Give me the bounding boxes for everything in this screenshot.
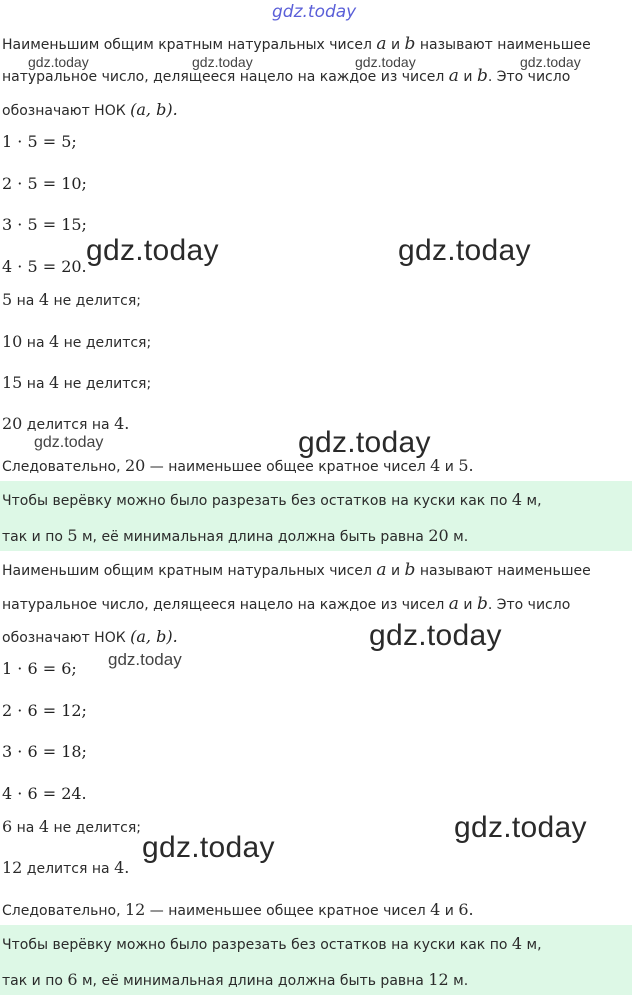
conclusion-text: — наименьшее общее кратное чисел: [145, 459, 431, 475]
number: 4: [430, 900, 441, 919]
conclusion-text: Следовательно,: [2, 903, 125, 919]
definition-line-2: [2, 594, 570, 614]
number: 5: [67, 526, 78, 545]
number: 4: [38, 290, 50, 309]
definition-line-1: [2, 34, 591, 54]
definition-text: и: [386, 563, 405, 579]
equation: 4 · 5 = 20.: [2, 257, 87, 276]
number: 4: [38, 817, 50, 836]
number: 4: [511, 934, 523, 953]
conclusion: [2, 900, 474, 919]
answer-line-2: [2, 526, 468, 545]
definition-text: Наименьшим общим кратным натуральных чисел: [2, 37, 377, 53]
watermark: gdz.today: [34, 434, 104, 451]
equation: 1 · 6 = 6;: [2, 659, 77, 678]
number: 20: [428, 526, 449, 545]
var-b: b: [476, 66, 488, 86]
watermark: gdz.today: [369, 619, 502, 652]
definition-text: натуральное число, делящееся нацело на каждое из чисел: [2, 69, 449, 85]
header-watermark[interactable]: gdz.today: [272, 2, 357, 22]
watermark: gdz.today: [398, 234, 531, 267]
number: 4: [49, 373, 60, 392]
var-b: b: [476, 594, 488, 614]
answer-line-1: [2, 934, 542, 953]
answer-text: м, её минимальная длина должна быть равна: [77, 529, 429, 545]
divisibility-check: [2, 290, 141, 309]
number: 12: [125, 900, 146, 919]
check-text: не делится;: [59, 335, 152, 351]
watermark: gdz.today: [142, 831, 275, 864]
answer-text: Чтобы верёвку можно было разрезать без остатков на куски как по: [2, 937, 512, 953]
definition-text: и: [458, 69, 477, 85]
number: 12: [2, 858, 23, 877]
definition-text: . Это число: [487, 597, 571, 613]
lcm-notation: (a, b).: [130, 627, 178, 646]
check-text: на: [22, 335, 49, 351]
definition-line-3: [2, 100, 178, 119]
check-text: делится на: [22, 861, 115, 877]
answer-text: м.: [448, 529, 469, 545]
var-a: a: [376, 560, 387, 580]
divisibility-check: [2, 817, 141, 836]
number: 5: [2, 290, 13, 309]
conclusion-text: — наименьшее общее кратное чисел: [145, 903, 431, 919]
divisibility-check: [2, 858, 129, 877]
answer-text: так и по: [2, 529, 68, 545]
watermark: gdz.today: [355, 54, 416, 70]
lcm-notation: (a, b).: [130, 100, 178, 119]
watermark: gdz.today: [108, 650, 182, 669]
answer-text: так и по: [2, 973, 68, 989]
answer-text: Чтобы верёвку можно было разрезать без остатков на куски как по: [2, 493, 512, 509]
answer-text: м.: [448, 973, 469, 989]
var-b: b: [404, 34, 416, 54]
check-text: не делится;: [59, 376, 152, 392]
equation: 1 · 5 = 5;: [2, 132, 77, 151]
equation: 2 · 5 = 10;: [2, 174, 87, 193]
var-a: a: [448, 66, 459, 86]
watermark: gdz.today: [86, 234, 219, 267]
answer-line-1: [2, 490, 542, 509]
check-text: делится на: [22, 417, 115, 433]
equation: 4 · 6 = 24.: [2, 784, 87, 803]
check-text: на: [12, 293, 39, 309]
watermark: gdz.today: [520, 54, 581, 70]
var-b: b: [404, 560, 416, 580]
divisibility-check: [2, 332, 151, 351]
definition-text: называют наименьшее: [415, 37, 591, 53]
check-text: на: [22, 376, 49, 392]
number: 4: [511, 490, 523, 509]
definition-line-1: [2, 560, 591, 580]
equation: 3 · 5 = 15;: [2, 215, 87, 234]
var-a: a: [376, 34, 387, 54]
equation: 2 · 6 = 12;: [2, 701, 87, 720]
watermark: gdz.today: [192, 54, 253, 70]
number: 10: [2, 332, 23, 351]
divisibility-check: [2, 373, 151, 392]
var-a: a: [448, 594, 459, 614]
check-text: на: [12, 820, 39, 836]
conclusion-text: Следовательно,: [2, 459, 125, 475]
divisibility-check: [2, 414, 129, 433]
answer-text: м,: [522, 937, 542, 953]
number: 4: [49, 332, 60, 351]
watermark: gdz.today: [454, 811, 587, 844]
answer-text: м,: [522, 493, 542, 509]
answer-line-2: [2, 970, 468, 989]
definition-text: и: [386, 37, 405, 53]
number: 20: [2, 414, 23, 433]
check-text: не делится;: [49, 820, 142, 836]
number: 4.: [114, 414, 130, 433]
definition-text: Наименьшим общим кратным натуральных чисел: [2, 563, 377, 579]
check-text: не делится;: [49, 293, 142, 309]
number: 6: [2, 817, 13, 836]
definition-text: обозначают НОК: [2, 103, 131, 119]
number: 4.: [114, 858, 130, 877]
definition-text: называют наименьшее: [415, 563, 591, 579]
number: 15: [2, 373, 23, 392]
definition-line-3: [2, 627, 178, 646]
watermark: gdz.today: [298, 426, 431, 459]
number: 20: [125, 456, 146, 475]
number: 12: [428, 970, 449, 989]
definition-text: . Это число: [487, 69, 571, 85]
answer-text: м, её минимальная длина должна быть равна: [77, 973, 429, 989]
definition-text: обозначают НОК: [2, 630, 131, 646]
number: 4: [430, 456, 441, 475]
definition-text: натуральное число, делящееся нацело на каждое из чисел: [2, 597, 449, 613]
conclusion-text: и: [440, 903, 459, 919]
definition-text: и: [458, 597, 477, 613]
number: 6: [67, 970, 78, 989]
number: 6.: [458, 900, 474, 919]
watermark: gdz.today: [28, 54, 89, 70]
equation: 3 · 6 = 18;: [2, 742, 87, 761]
conclusion-text: и: [440, 459, 459, 475]
number: 5.: [458, 456, 474, 475]
